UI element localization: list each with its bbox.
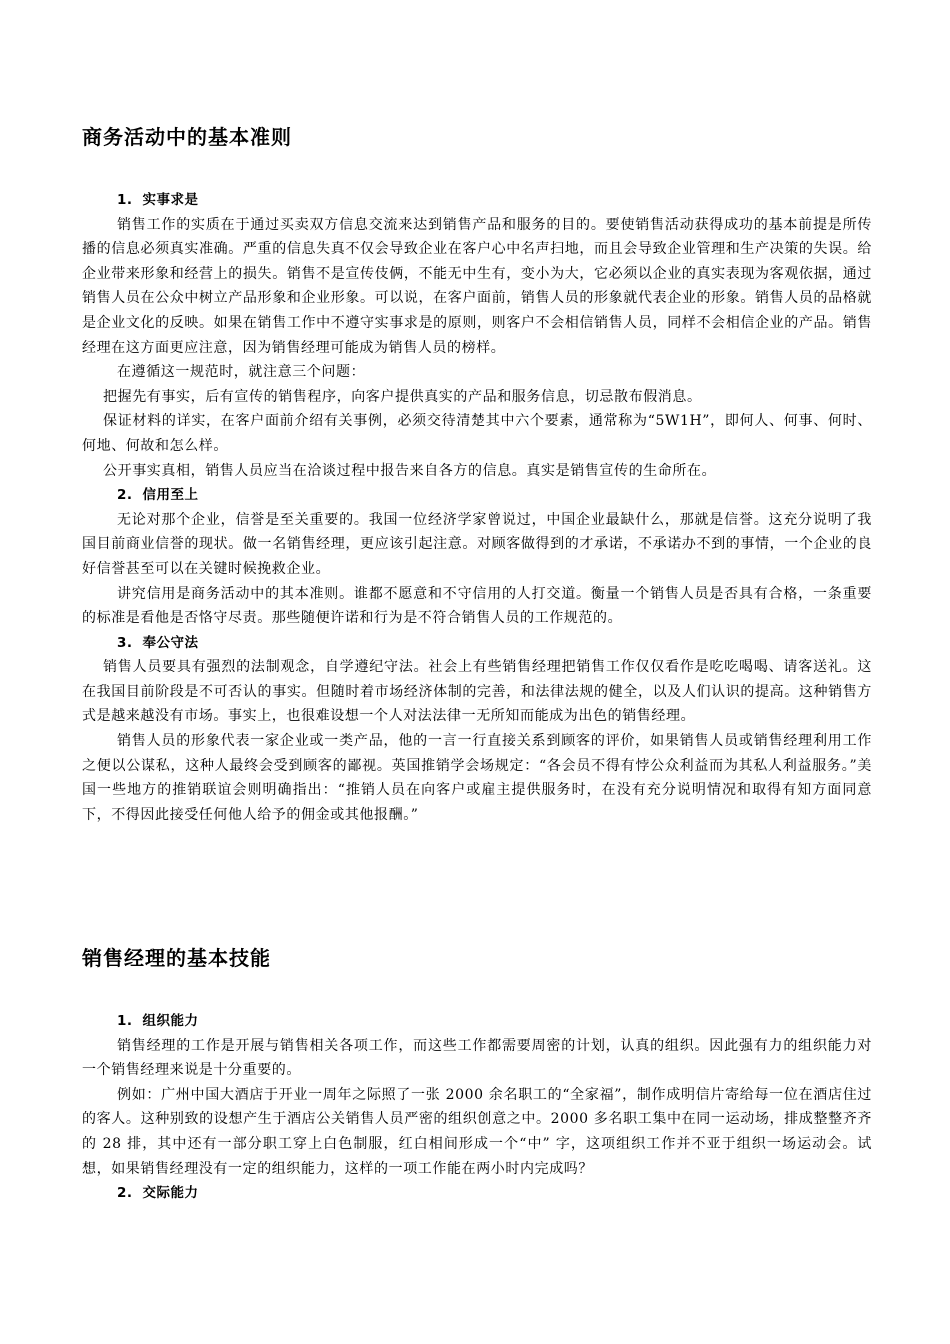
paragraph: 销售人员的形象代表一家企业或一类产品，他的一言一行直接关系到顾客的评价，如果销售人员或销售经理利用工作之便以公谋私，这种人最终会受到顾客的鄙视。英国推销学会场规定：“各会员不得有悖公众利益而为其私人利益服务。”美国一些地方的推销联谊会则明确指出：“推销人员在向客户或雇主提供服务时，在没有充分说明情况和取得有知方面同意下，不得因此接受任何他人给予的佣金或其他报酬。” bbox=[82, 733, 872, 823]
paragraph: 在遵循这一规范时，就注意三个问题： bbox=[117, 364, 366, 381]
subheading-social-ability: 2. 交际能力 bbox=[117, 1185, 199, 1202]
paragraph: 无论对那个企业，信誉是至关重要的。我国一位经济学家曾说过，中国企业最缺什么，那就是信誉。这充分说明了我国目前商业信誉的现状。做一名销售经理，更应该引起注意。对顾客做得到的才承诺，不承诺办不到的事情，一个企业的良好信誉甚至可以在关键时候挽救企业。 bbox=[82, 511, 872, 577]
subheading-credit-first: 2. 信用至上 bbox=[117, 487, 199, 504]
subheading-organizing-ability: 1. 组织能力 bbox=[117, 1013, 199, 1029]
paragraph: 销售经理的工作是开展与销售相关各项工作，而这些工作都需要周密的计划，认真的组织。因此强有力的组织能力对一个销售经理来说是十分重要的。 bbox=[82, 1037, 872, 1079]
section-body-basic-principles bbox=[82, 188, 872, 827]
paragraph: 例如：广州中国大酒店于开业一周年之际照了一张 2000 余名职工的“全家福”，制作成明信片寄给每一位在酒店住过的客人。这种别致的设想产生于酒店公关销售人员严密的组织创意之中。2000 多名职工集中在同一运动场，排成整整齐齐的 28 排，其中还有一部分职工穿上白色制服，红白相间形成一个“中” 字，这项组织工作并不亚于组织一场运动会。试想，如果销售经理没有一定的组织能力，这样的一项工作能在两小时内完成吗？ bbox=[82, 1086, 872, 1177]
paragraph: 讲究信用是商务活动中的其本准则。谁都不愿意和不守信用的人打交道。衡量一个销售人员是否具有合格，一条重要的标准是看他是否恪守尽责。那些随便许诺和行为是不符合销售人员的工作规范的。 bbox=[82, 585, 872, 627]
subheading-law-abiding: 3. 奉公守法 bbox=[117, 634, 199, 651]
paragraph: 公开事实真相，销售人员应当在洽谈过程中报告来自各方的信息。真实是销售宣传的生命所在。 bbox=[103, 462, 717, 479]
paragraph: 销售人员要具有强烈的法制观念，自学遵纪守法。社会上有些销售经理把销售工作仅仅看作是吃吃喝喝、请客送礼。这在我国目前阶段是不可否认的事实。但随时着市场经济体制的完善，和法律法规的健全，以及人们认识的提高。这种销售方式是越来越没有市场。事实上，也很难设想一个人对法法律一无所知而能成为出色的销售经理。 bbox=[82, 659, 872, 725]
section-title-basic-principles: 商务活动中的基本准则 bbox=[82, 125, 292, 149]
section-body-basic-skills bbox=[82, 1009, 872, 1206]
subheading-truthfulness: 1. 实事求是 bbox=[117, 192, 199, 208]
paragraph: 把握先有事实，后有宣传的销售程序，向客户提供真实的产品和服务信息，切忌散布假消息。 bbox=[103, 388, 702, 405]
paragraph: 销售工作的实质在于通过买卖双方信息交流来达到销售产品和服务的目的。要使销售活动获得成功的基本前提是所传播的信息必须真实准确。严重的信息失真不仅会导致企业在客户心中名声扫地，而且会导致企业管理和生产决策的失误。给企业带来形象和经营上的损失。销售不是宣传伎俩，不能无中生有，变小为大，它必须以企业的真实表现为客观依据，通过销售人员在公众中树立产品形象和企业形象。可以说，在客户面前，销售人员的形象就代表企业的形象。销售人员的品格就是企业文化的反映。如果在销售工作中不遵守实事求是的原则，则客户不会相信销售人员，同样不会相信企业的产品。销售经理在这方面更应注意，因为销售经理可能成为销售人员的榜样。 bbox=[82, 216, 872, 356]
paragraph: 保证材料的详实，在客户面前介绍有关事例，必须交待清楚其中六个要素，通常称为“5W1H”，即何人、何事、何时、何地、何故和怎么样。 bbox=[82, 413, 872, 454]
section-title-basic-skills: 销售经理的基本技能 bbox=[82, 946, 271, 970]
